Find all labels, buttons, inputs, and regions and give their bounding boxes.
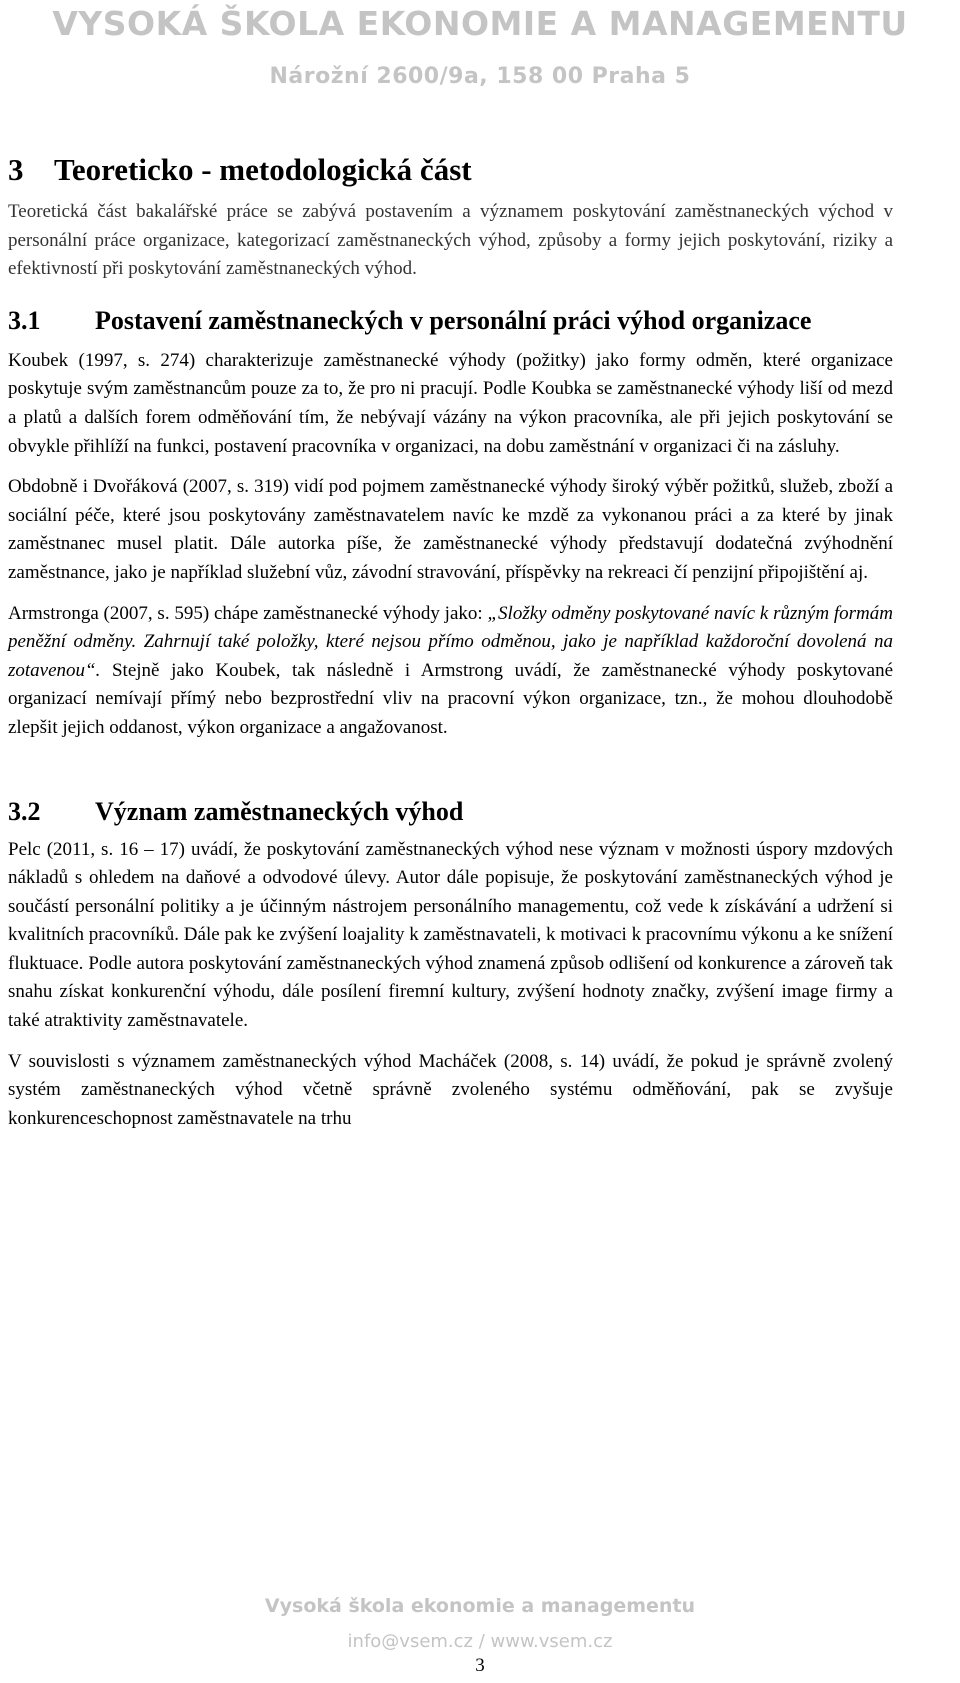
chapter-title: Teoreticko - metodologická část xyxy=(54,152,472,187)
paragraph-armstrong xyxy=(8,600,893,743)
armstrong-follow-text: Stejně jako Koubek, tak následně i Armstrong uvádí, že zaměstnanecké výhody poskytované organizací nemívají přímý nebo bezprostřední vliv na pracovní výkon organizace, tzn., že mohou dlouhodobě zlepšit jejich oddanost, výkon organizace a angažovanost. xyxy=(8,659,893,738)
section-3-2-number: 3.2 xyxy=(8,796,41,826)
paragraph-pelc: Pelc (2011, s. 16 – 17) uvádí, že poskytování zaměstnaneckých výhod nese význam v možnosti úspory mzdových nákladů s ohledem na daňové a odvodové úlevy. Autor dále popisuje, že poskytování zaměstnaneckých výhod je součástí personální politiky a je účinným nástrojem personálního managementu, což vede k získávání a udržení si kvalitních pracovníků. Dále pak ke zvýšení loajality k zaměstnavateli, k motivaci k pracovnímu výkonu a ke snížení fluktuace. Podle autora poskytování zaměstnaneckých výhod znamená způsob odlišení od konkurence a zároveň tak snahu získat konkurenční výhodu, dále posílení firemní kultury, zvýšení hodnoty značky, zvýšení image firmy a také atraktivity zaměstnavatele. xyxy=(8,838,893,1032)
paragraph-dvorakova: Obdobně i Dvořáková (2007, s. 319) vidí pod pojmem zaměstnanecké výhody široký výběr požitků, služeb, zboží a sociální péče, které jsou poskytovány zaměstnavatelem navíc ke mzdě za vykonanou práci a za které by jinak zaměstnanec musel platit. Dále autorka píše, že zaměstnanecké výhody představují dodatečná zvýhodnění zaměstnance, jako je například služební vůz, závodní stravování, příspěvky na rekreaci čí penzijní připojištění aj. xyxy=(8,476,893,583)
page-number: 3 xyxy=(475,1655,485,1676)
paragraph-koubek: Koubek (1997, s. 274) charakterizuje zaměstnanecké výhody (požitky) jako formy odměn, které organizace poskytuje svým zaměstnancům pouze za to, že pro ni pracují. Podle Koubka se zaměstnanecké výhody liší od mezd a platů a dalších forem odměňování tím, že nebývají vázány na výkon pracovníka, ale při jejich poskytování se obvykle přihlíží na funkci, postavení pracovníka v organizaci, na dobu zaměstnání v organizaci či na zásluhy. xyxy=(8,349,893,457)
section-3-2-title: Význam zaměstnaneckých výhod xyxy=(95,796,464,826)
paragraph-machacek: V souvislosti s významem zaměstnaneckých výhod Macháček (2008, s. 14) uvádí, že pokud je správně zvolený systém zaměstnaneckých výhod včetně správně zvoleného systému odměňování, pak se zvyšuje konkurenceschopnost zaměstnavatele na trhu xyxy=(8,1050,893,1129)
section-3-1-number: 3.1 xyxy=(8,305,41,335)
section-3-2-heading xyxy=(8,795,893,828)
armstrong-lead-text: Armstronga (2007, s. 595) chápe zaměstnanecké výhody jako: xyxy=(8,602,488,624)
footer-school-name: Vysoká škola ekonomie a managementu xyxy=(264,1595,696,1617)
chapter-intro-paragraph: Teoretická část bakalářské práce se zabývá postavením a významem poskytování zaměstnaneckých východ v personální práce organizace, kategorizací zaměstnaneckých výhod, způsoby a formy jejich poskytování, riziky a efektivností při poskytování zaměstnaneckých výhod. xyxy=(8,201,893,280)
section-3-1-title: Postavení zaměstnaneckých v personální práci výhod organizace xyxy=(95,305,812,335)
footer-contact: info@vsem.cz / www.vsem.cz xyxy=(347,1631,613,1652)
header-school-name: VYSOKÁ ŠKOLA EKONOMIE A MANAGEMENTU xyxy=(52,4,908,43)
document-body xyxy=(8,150,893,1133)
chapter-heading xyxy=(8,150,893,190)
section-3-1-heading xyxy=(8,304,893,337)
armstrong-quote: „Složky odměny poskytované navíc k různým formám peněžní odměny. Zahrnují také položky, které nejsou přímo odměnou, jako je například každoroční dovolená na zotavenou“. xyxy=(8,602,893,681)
chapter-number: 3 xyxy=(8,152,24,187)
header-address: Nárožní 2600/9a, 158 00 Praha 5 xyxy=(269,64,691,89)
